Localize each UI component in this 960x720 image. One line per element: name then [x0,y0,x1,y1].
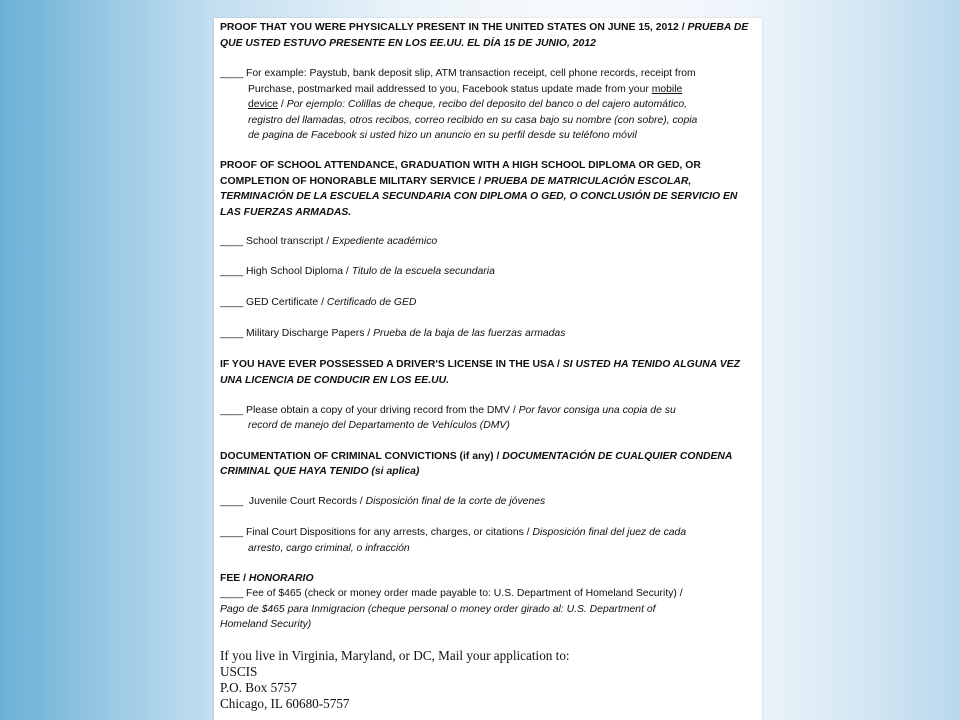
checklist-item-school-transcript [220,234,437,250]
item-text: Final Court Dispositions for any arrests, charges, or citations / [246,527,533,538]
blank-line: ____ [220,527,244,538]
section-fee-heading [220,571,314,587]
checklist-item-example [220,66,696,82]
blank-line: ____ [220,496,244,507]
heading-text: PROOF THAT YOU WERE PHYSICALLY PRESENT IN THE UNITED STATES ON JUNE 15, 2012 / [220,22,688,33]
heading-text-es: HONORARIO [248,573,314,584]
blank-line: ____ [220,236,244,247]
item-text-es: Disposición final del juez de cada [532,527,687,538]
item-text-es-line3: Homeland Security) [220,619,312,630]
item-text: Fee of $465 (check or money order made payable to: U.S. Department of Homeland Security) / [246,588,683,599]
mobile-link-text: mobile [651,84,683,95]
checklist-item-final-court [220,525,686,541]
heading-text-es: SI USTED HA TENIDO ALGUNA VEZ [562,359,740,370]
heading-text-es: PRUEBA DE [687,22,749,33]
item-text-es-line2: arresto, cargo criminal, o infracción [248,543,410,554]
section-drivers-license-heading-line2: UNA LICENCIA DE CONDUCIR EN LOS EE.UU. [220,375,449,386]
heading-text-es: DOCUMENTACIÓN DE CUALQUIER CONDENA [502,451,733,462]
item-text-line2 [248,82,682,98]
item-text: Military Discharge Papers / [246,328,374,339]
blank-line: ____ [220,297,244,308]
section-school-heading-line3: TERMINACIÓN DE LA ESCUELA SECUNDARIA CON DIPLOMA O GED, O CONCLUSIÓN DE SERVICIO EN [220,191,738,202]
section-criminal-heading [220,449,732,465]
checklist-item-military-discharge [220,326,565,342]
item-text-es: Por ejemplo: Colillas de cheque, recibo del deposito del banco o del cajero automático, [286,99,688,110]
mailing-address-line1: USCIS [220,664,258,679]
section-school-heading-line4: LAS FUERZAS ARMADAS. [220,207,352,218]
checklist-item-ged-certificate [220,295,416,311]
item-text: Purchase, postmarked mail addressed to you, Facebook status update made from your [248,84,652,95]
item-text-es-line2: Pago de $465 para Inmigracion (cheque personal o money order girado al: U.S. Department of [220,604,656,615]
item-text-es: Expediente académico [332,236,438,247]
item-text-es: Por favor consiga una copia de su [518,405,676,416]
item-text: For example: Paystub, bank deposit slip, ATM transaction receipt, cell phone records, receipt from [246,68,696,79]
item-text-es-line5: de pagina de Facebook si usted hizo un anuncio en su perfil desde su teléfono móvil [248,130,637,141]
item-text-es: Titulo de la escuela secundaria [351,266,495,277]
checklist-item-high-school-diploma [220,264,495,280]
item-text: GED Certificate / [246,297,327,308]
checklist-item-driving-record [220,403,676,419]
item-text-es-line2: record de manejo del Departamento de Vehículos (DMV) [248,420,510,431]
heading-text-es: PRUEBA DE MATRICULACIÓN ESCOLAR, [484,176,692,187]
checklist-item-juvenile-court [220,494,545,510]
item-text: High School Diploma / [246,266,352,277]
item-text: School transcript / [246,236,333,247]
item-text-line3 [248,97,687,113]
blank-line: ____ [220,266,244,277]
blank-line: ____ [220,405,244,416]
checklist-item-fee [220,586,683,602]
item-text-es: Disposición final de la corte de jóvenes [365,496,546,507]
item-text-es: Prueba de la baja de las fuerzas armadas [373,328,566,339]
section-school-heading-line2 [220,174,691,190]
heading-text: DOCUMENTATION OF CRIMINAL CONVICTIONS (if any) / [220,451,503,462]
item-text-es: Certificado de GED [326,297,417,308]
blank-line: ____ [220,328,244,339]
section-physical-presence-heading [220,20,748,36]
section-school-heading-line1: PROOF OF SCHOOL ATTENDANCE, GRADUATION WITH A HIGH SCHOOL DIPLOMA OR GED, OR [220,160,701,171]
separator: / [278,99,287,110]
section-criminal-heading-line2: CRIMINAL QUE HAYA TENIDO (si aplica) [220,466,420,477]
section-drivers-license-heading [220,357,740,373]
mailing-instruction: If you live in Virginia, Maryland, or DC, Mail your application to: [220,648,570,663]
blank-line: ____ [220,588,244,599]
document-page [214,18,762,720]
item-text: Please obtain a copy of your driving record from the DMV / [246,405,519,416]
heading-text: COMPLETION OF HONORABLE MILITARY SERVICE / [220,176,485,187]
mailing-address-line2: P.O. Box 5757 [220,680,297,695]
heading-text-es-line2: QUE USTED ESTUVO PRESENTE EN LOS EE.UU. EL DÍA 15 DE JUNIO, 2012 [220,38,596,49]
heading-text: IF YOU HAVE EVER POSSESSED A DRIVER'S LICENSE IN THE USA / [220,359,563,370]
blank-line: ____ [220,68,244,79]
device-link-text: device [248,99,279,110]
mailing-address-line3: Chicago, IL 60680-5757 [220,696,350,711]
heading-text: FEE / [220,573,249,584]
item-text: Juvenile Court Records / [248,496,366,507]
item-text-es-line4: registro del llamadas, otros recibos, correo recibido en su casa bajo su nombre (con sobre), copia [248,115,698,126]
